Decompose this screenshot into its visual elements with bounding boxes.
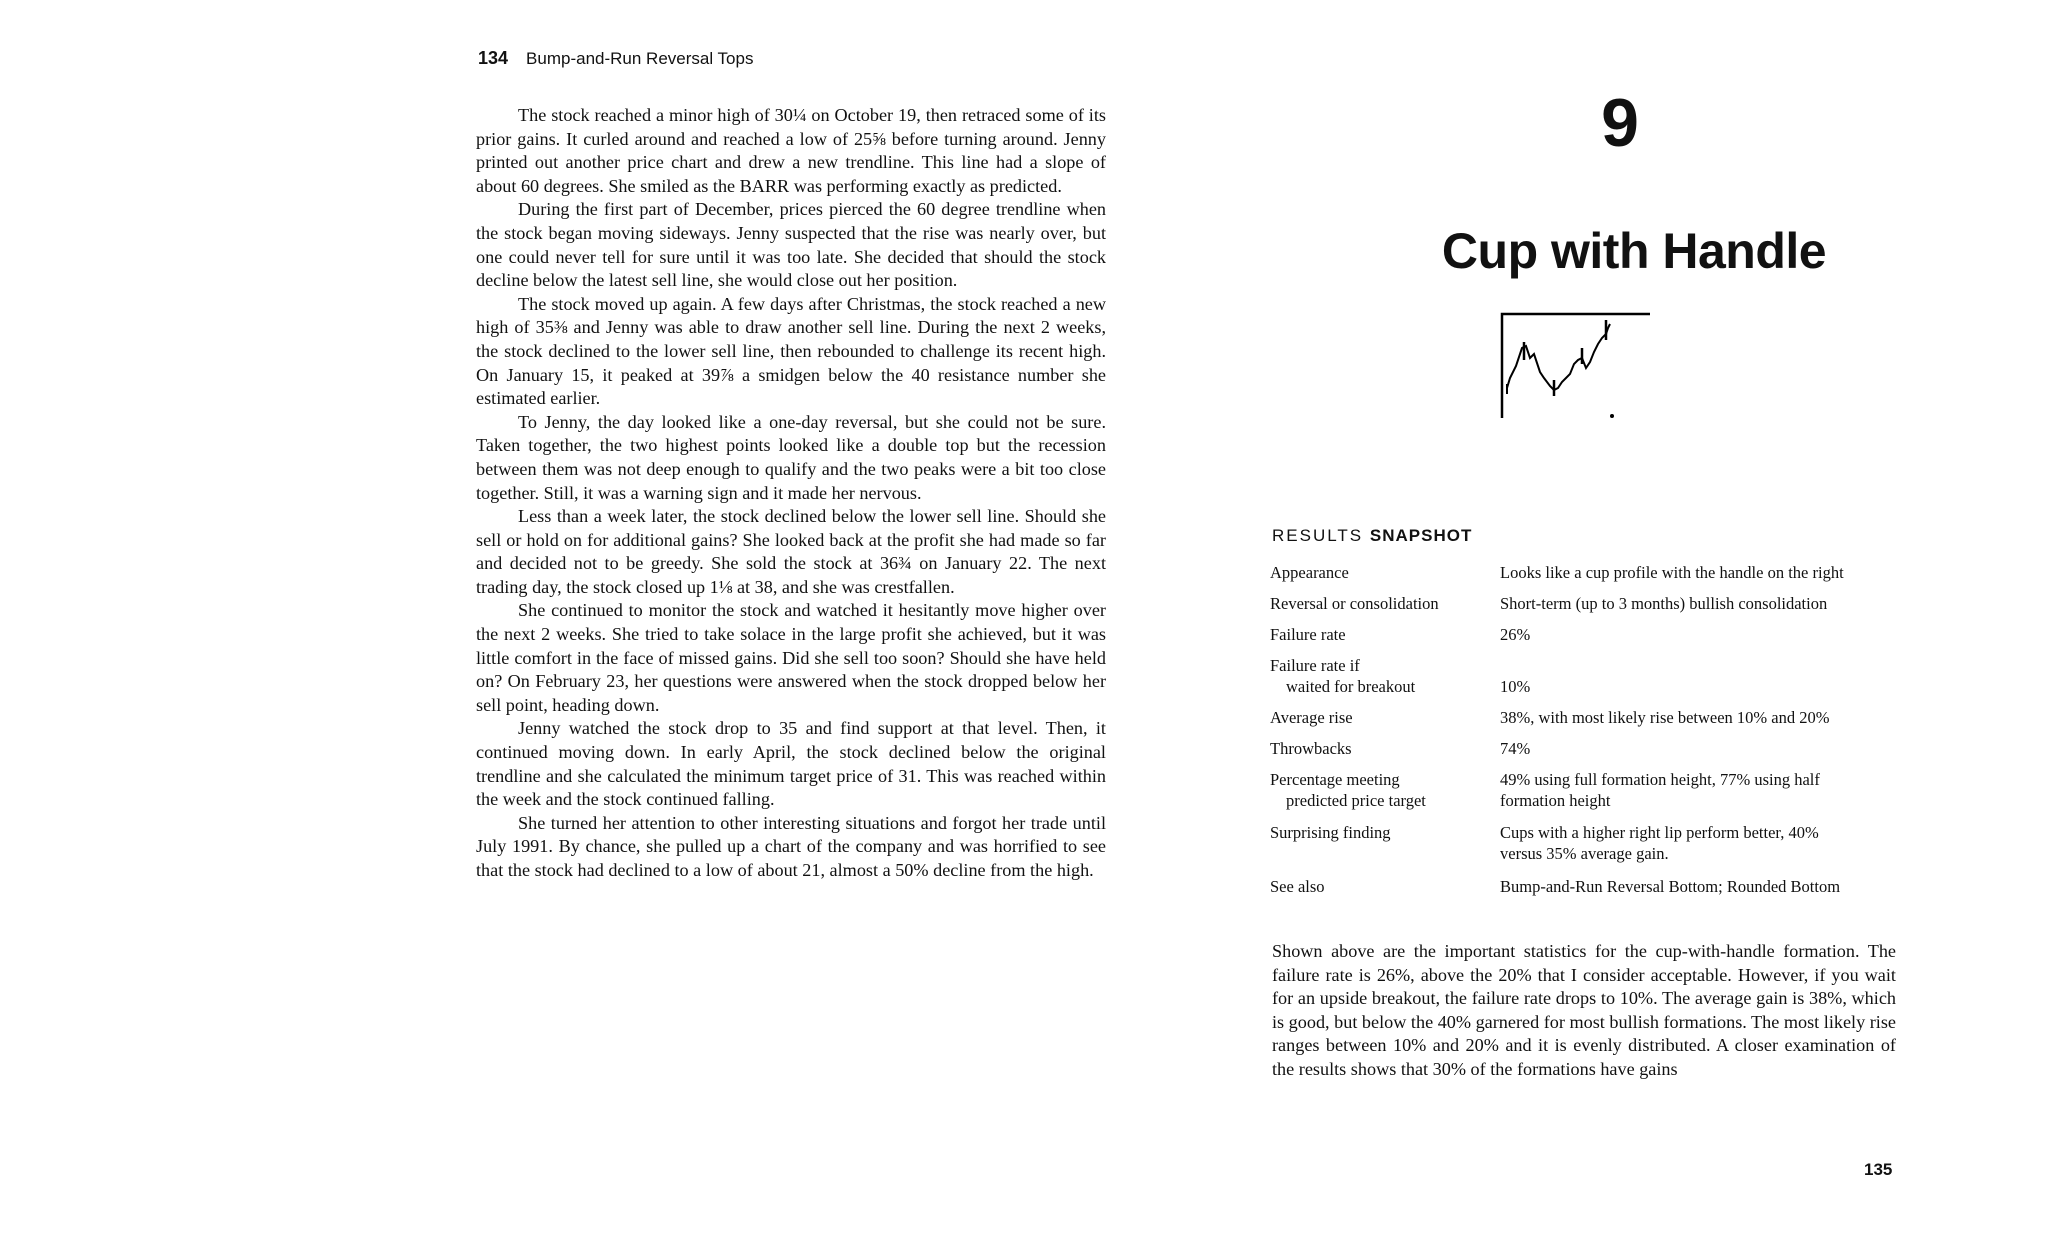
average-rise-value: 38%, with most likely rise between 10% and 20% xyxy=(1500,708,1830,727)
failure-wait-label-line2: waited for breakout xyxy=(1286,677,1416,696)
reversal-value: Short-term (up to 3 months) bullish consolidation xyxy=(1500,594,1828,613)
paragraph: During the first part of December, prices pierced the 60 degree trendline when the stock began moving sideways. Jenny suspected that the rise was nearly over, but one could never tell for sure until it was too late. She decided that should the stock decline below the latest sell line, she would close out her position. xyxy=(476,199,1106,291)
see-also-label: See also xyxy=(1270,877,1325,896)
running-title: Bump-and-Run Reversal Tops xyxy=(526,49,754,68)
paragraph: She continued to monitor the stock and watched it hesitantly move higher over the next 2 weeks. She tried to take solace in the large profit she achieved, but it was little comfort in the face of missed gains. Did she sell too soon? Should she have held on? On February 23, her questions were answered when the stock dropped below her sell point, heading down. xyxy=(476,600,1106,715)
surprising-finding-value xyxy=(1500,822,1900,864)
price-target-value-line1: 49% using full formation height, 77% using half xyxy=(1500,770,1820,789)
surprising-finding-line1: Cups with a higher right lip perform better, 40% xyxy=(1500,823,1819,842)
throwbacks-value: 74% xyxy=(1500,739,1531,758)
average-rise-label: Average rise xyxy=(1270,708,1353,727)
see-also-value: Bump-and-Run Reversal Bottom; Rounded Bottom xyxy=(1500,877,1841,896)
paragraph: Less than a week later, the stock declined below the lower sell line. Should she sell or hold on for additional gains? She looked back at the profit she had made so far and decided not to be greedy. She sold the stock at 36¾ on January 22. The next trading day, the stock closed up 1⅛ at 38, and she was crestfallen. xyxy=(476,506,1106,597)
failure-wait-value: 10% xyxy=(1500,677,1531,696)
cup-with-handle-pattern-icon xyxy=(1498,308,1658,424)
right-page xyxy=(1180,0,2048,1246)
chapter-number: 9 xyxy=(1601,85,1639,161)
snapshot-label-bold: SNAPSHOT xyxy=(1369,526,1473,545)
paragraph: To Jenny, the day looked like a one-day reversal, but she could not be sure. Taken together, the two highest points looked like a double top but the recession between them was not deep enough to qualify and the two peaks were a bit too close together. Still, it was a warning sign and it made her nervous. xyxy=(476,411,1106,503)
left-body-text xyxy=(476,104,1106,883)
price-target-value xyxy=(1500,769,1900,811)
paragraph: The stock reached a minor high of 30¼ on October 19, then retraced some of its prior gains. It curled around and reached a low of 25⅝ before turning around. Jenny printed out another price chart and drew a new trendline. This line had a slope of about 60 degrees. She smiled as the BARR was performing exactly as predicted. xyxy=(476,105,1106,196)
paragraph: Jenny watched the stock drop to 35 and find support at that level. Then, it continued moving down. In early April, the stock declined below the original trendline and she calculated the minimum target price of 31. This was reached within the week and the stock continued falling. xyxy=(476,718,1106,810)
price-target-label xyxy=(1270,769,1490,811)
price-target-value-line2: formation height xyxy=(1500,791,1611,810)
chapter-title: Cup with Handle xyxy=(1441,223,1827,279)
left-page-number: 134 xyxy=(478,48,509,68)
failure-rate-value: 26% xyxy=(1500,625,1531,644)
failure-wait-label xyxy=(1270,655,1490,697)
price-target-label-line1: Percentage meeting xyxy=(1270,770,1400,789)
throwbacks-label: Throwbacks xyxy=(1270,739,1352,758)
results-snapshot-heading xyxy=(1272,526,1472,546)
running-head xyxy=(478,48,753,69)
summary-paragraph: Shown above are the important statistics for the cup-with-handle formation. The failure rate is 26%, above the 20% that I consider acceptable. However, if you wait for an upside breakout, the failure rate drops to 10%. The average gain is 38%, which is good, but below the 40% garnered for most bullish formations. The most likely rise ranges between 10% and 20% and it is evenly distributed. A closer examination of the results shows that 30% of the formations have gains xyxy=(1272,941,1897,1079)
failure-rate-label: Failure rate xyxy=(1270,625,1346,644)
appearance-label: Appearance xyxy=(1270,563,1349,582)
right-page-number: 135 xyxy=(1864,1160,1893,1179)
price-target-label-line2: predicted price target xyxy=(1286,791,1426,810)
paragraph: The stock moved up again. A few days after Christmas, the stock reached a new high of 35⅜ and Jenny was able to draw another sell line. During the next 2 weeks, the stock declined to the lower sell line, then rebounded to challenge its recent high. On January 15, it peaked at 39⅞ a smidgen below the 40 resistance number she estimated earlier. xyxy=(476,293,1106,409)
snapshot-label-regular: RESULTS xyxy=(1272,526,1364,545)
failure-wait-label-line1: Failure rate if xyxy=(1270,656,1360,675)
appearance-value: Looks like a cup profile with the handle on the right xyxy=(1500,563,1844,582)
surprising-finding-line2: versus 35% average gain. xyxy=(1500,844,1669,863)
surprising-finding-label: Surprising finding xyxy=(1270,823,1391,842)
reversal-label: Reversal or consolidation xyxy=(1270,594,1439,613)
paragraph: She turned her attention to other interesting situations and forgot her trade until July 1991. By chance, she pulled up a chart of the company and was horrified to see that the stock had declined to a low of about 21, almost a 50% decline from the high. xyxy=(476,812,1106,880)
